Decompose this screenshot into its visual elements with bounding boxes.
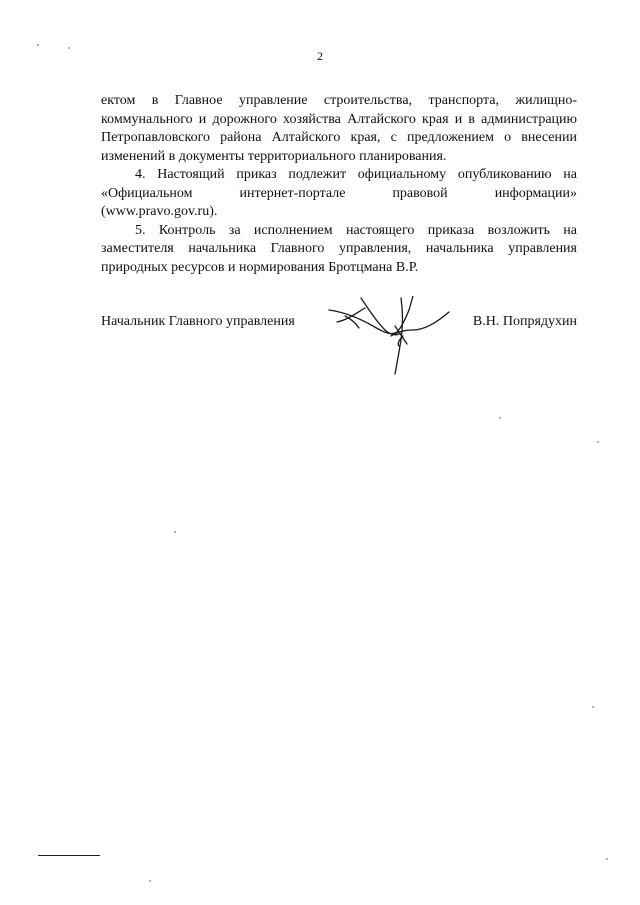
scan-speck [597,441,599,443]
scan-speck [37,44,39,46]
document-body [101,92,577,277]
paragraph-4-line-2: «Официальном интернет-портале правовой информации» [101,185,577,201]
paragraph-4 [101,166,577,222]
scan-speck [68,47,70,49]
paragraph-continuation: ектом в Главное управление строительства, транспорта, жилищно-коммунального и дорожного хозяйства Алтайского края и в администрацию Петропавловского района Алтайского края, с предложением о внесении изменений в документы территориального планирования. [101,93,577,164]
scan-speck [606,858,608,860]
scan-speck [592,706,594,708]
scan-speck [174,531,176,533]
paragraph-5: 5. Контроль за исполнением настоящего приказа возложить на заместителя начальника Главного управления, начальника управления природных ресурсов и нормирования Бротцмана В.Р. [101,222,577,275]
handwritten-signature [325,296,455,376]
paragraph-4-line-3: (www.pravo.gov.ru). [101,204,218,219]
signer-title: Начальник Главного управления [101,314,295,329]
scan-speck [499,417,501,419]
signer-name: В.Н. Попрядухин [472,314,577,329]
scan-speck [149,880,151,882]
signature-block [101,296,577,376]
paragraph-4-line-1: 4. Настоящий приказ подлежит официальному опубликованию на [135,167,577,182]
footer-rule [38,855,100,856]
page-number: 2 [317,49,323,63]
